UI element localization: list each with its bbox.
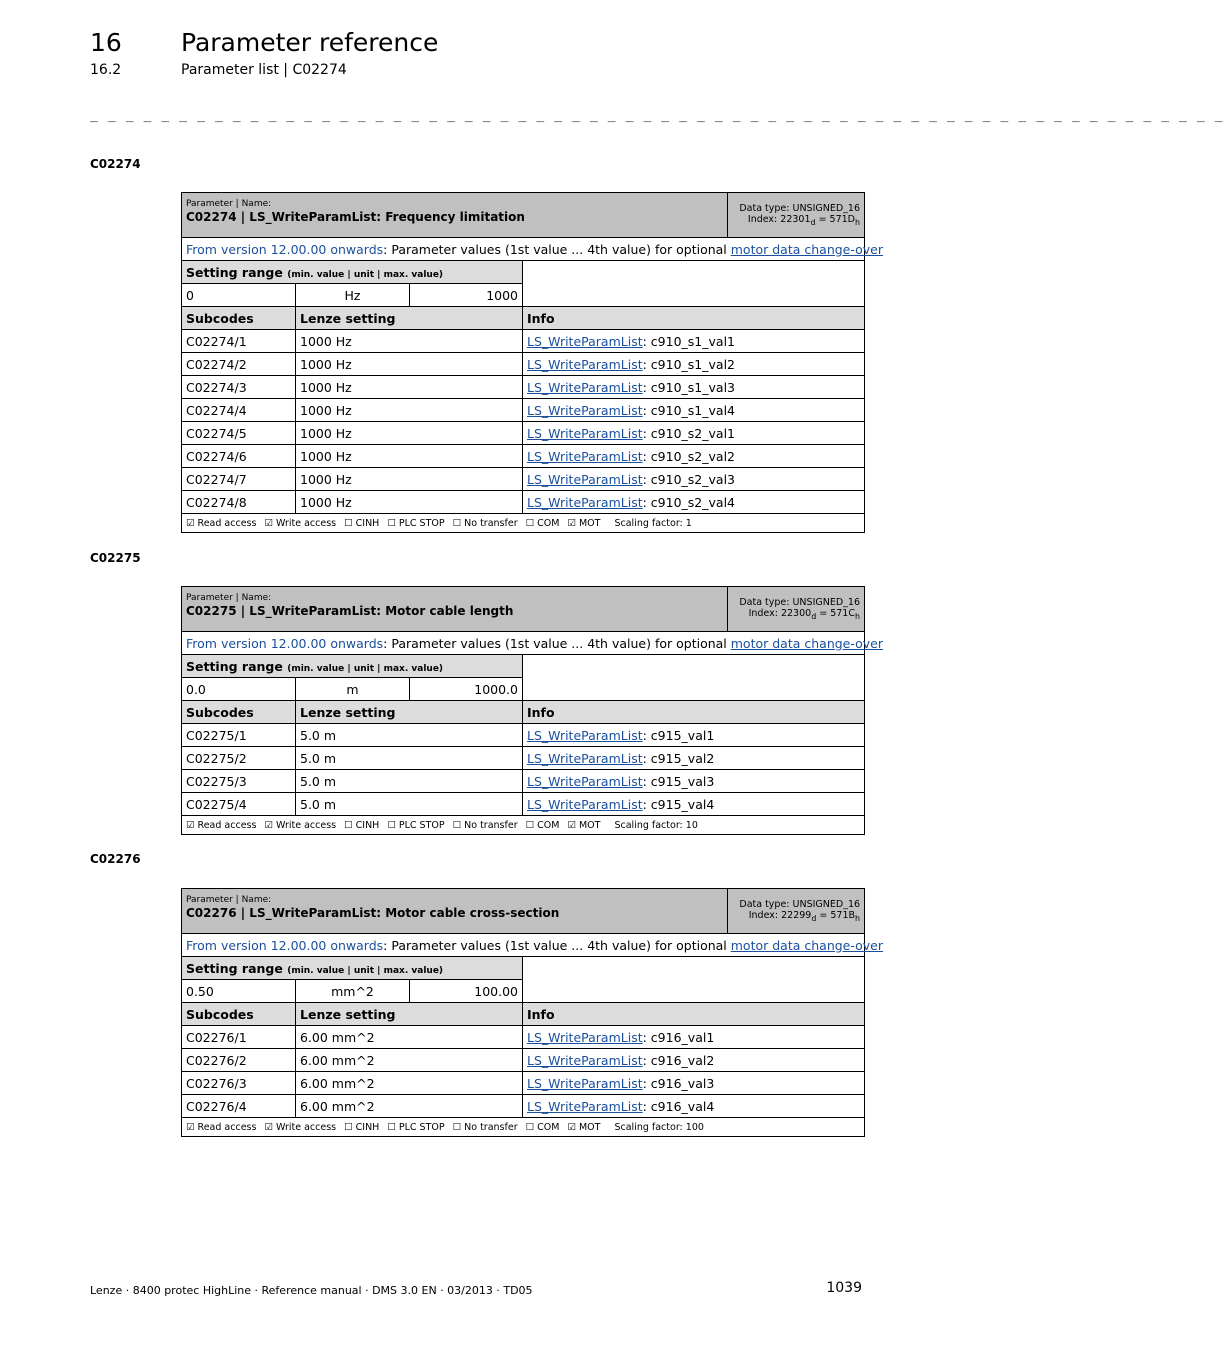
info-link[interactable]: LS_WriteParamList xyxy=(527,1098,643,1114)
version-text: : Parameter values (1st value ... 4th value) for optional xyxy=(383,241,731,257)
range-unit: Hz xyxy=(296,284,410,307)
info-link[interactable]: LS_WriteParamList xyxy=(527,402,643,418)
scaling-factor: Scaling factor: 10 xyxy=(614,819,698,831)
param-name-label: Parameter | Name: xyxy=(186,895,272,905)
version-text: : Parameter values (1st value ... 4th value) for optional xyxy=(383,937,731,953)
range-min: 0 xyxy=(182,284,296,307)
table-row xyxy=(182,422,865,445)
com-flag: ☐ COM xyxy=(525,517,560,529)
subcode: C02276/1 xyxy=(182,1026,296,1049)
info-text: : c910_s1_val3 xyxy=(642,379,735,395)
parameter-table xyxy=(181,888,883,1137)
empty-cell xyxy=(523,261,865,307)
info-text: : c916_val3 xyxy=(642,1075,715,1091)
info-link[interactable]: LS_WriteParamList xyxy=(527,1052,643,1068)
setting-range-header xyxy=(182,957,523,980)
parameter-index xyxy=(732,214,860,228)
info-cell xyxy=(523,353,865,376)
version-text: : Parameter values (1st value ... 4th value) for optional xyxy=(383,635,731,651)
read-access-flag: ☑ Read access xyxy=(186,1121,257,1133)
setting-range-note: (min. value | unit | max. value) xyxy=(287,965,444,976)
index-hex: = 571B xyxy=(816,909,856,921)
table-row xyxy=(182,1049,865,1072)
info-cell xyxy=(523,491,865,514)
parameter-index xyxy=(732,608,860,622)
info-text: : c915_val3 xyxy=(642,773,715,789)
info-header: Info xyxy=(523,307,865,330)
parameter-name: C02274 | LS_WriteParamList: Frequency limitation xyxy=(186,210,525,224)
setting-range-label: Setting range xyxy=(186,960,283,976)
lenze-setting: 6.00 mm^2 xyxy=(296,1026,523,1049)
info-link[interactable]: LS_WriteParamList xyxy=(527,356,643,372)
setting-range-note: (min. value | unit | max. value) xyxy=(287,269,444,280)
info-link[interactable]: LS_WriteParamList xyxy=(527,333,643,349)
info-text: : c910_s2_val1 xyxy=(642,425,735,441)
subcode: C02274/1 xyxy=(182,330,296,353)
version-link[interactable]: From version 12.00.00 onwards xyxy=(186,635,384,651)
table-row xyxy=(182,376,865,399)
table-row xyxy=(182,330,865,353)
info-text: : c916_val4 xyxy=(642,1098,715,1114)
lenze-setting: 6.00 mm^2 xyxy=(296,1095,523,1118)
table-row xyxy=(182,1072,865,1095)
index-sub-h: h xyxy=(855,913,861,923)
parameter-table xyxy=(181,586,883,835)
table-row xyxy=(182,445,865,468)
index-prefix: Index: 22300 xyxy=(748,607,812,619)
chapter-title: Parameter reference xyxy=(181,28,439,57)
plc-stop-flag: ☐ PLC STOP xyxy=(387,819,445,831)
no-transfer-flag: ☐ No transfer xyxy=(452,1121,518,1133)
info-cell xyxy=(523,793,865,816)
empty-cell xyxy=(523,655,865,701)
mot-flag: ☑ MOT xyxy=(567,517,601,529)
info-cell xyxy=(523,1095,865,1118)
subcode: C02275/2 xyxy=(182,747,296,770)
lenze-setting: 5.0 m xyxy=(296,724,523,747)
com-flag: ☐ COM xyxy=(525,1121,560,1133)
info-link[interactable]: LS_WriteParamList xyxy=(527,494,643,510)
table-row xyxy=(182,770,865,793)
lenze-setting: 1000 Hz xyxy=(296,445,523,468)
info-text: : c910_s2_val3 xyxy=(642,471,735,487)
lenze-setting: 5.0 m xyxy=(296,793,523,816)
info-cell xyxy=(523,770,865,793)
subcode: C02274/6 xyxy=(182,445,296,468)
setting-range-label: Setting range xyxy=(186,658,283,674)
access-flags xyxy=(182,816,865,835)
cinh-flag: ☐ CINH xyxy=(344,517,380,529)
data-type-cell xyxy=(728,193,865,238)
version-note xyxy=(182,238,883,261)
info-link[interactable]: LS_WriteParamList xyxy=(527,727,643,743)
info-link[interactable]: LS_WriteParamList xyxy=(527,471,643,487)
info-cell xyxy=(523,330,865,353)
footer-text: Lenze · 8400 protec HighLine · Reference manual · DMS 3.0 EN · 03/2013 · TD05 xyxy=(90,1284,533,1297)
info-cell xyxy=(523,724,865,747)
setting-range-header xyxy=(182,261,523,284)
version-note xyxy=(182,632,883,655)
scaling-factor: Scaling factor: 100 xyxy=(614,1121,704,1133)
info-link[interactable]: LS_WriteParamList xyxy=(527,425,643,441)
info-text: : c916_val1 xyxy=(642,1029,715,1045)
table-row xyxy=(182,468,865,491)
chapter-number: 16 xyxy=(90,28,122,57)
table-row xyxy=(182,491,865,514)
info-cell xyxy=(523,422,865,445)
lenze-setting: 1000 Hz xyxy=(296,468,523,491)
info-text: : c910_s1_val1 xyxy=(642,333,735,349)
mot-flag: ☑ MOT xyxy=(567,1121,601,1133)
parameter-name: C02275 | LS_WriteParamList: Motor cable length xyxy=(186,604,514,618)
com-flag: ☐ COM xyxy=(525,819,560,831)
lenze-setting: 1000 Hz xyxy=(296,399,523,422)
motor-data-link[interactable]: motor data change-over xyxy=(730,635,883,651)
data-type-cell xyxy=(728,889,865,934)
no-transfer-flag: ☐ No transfer xyxy=(452,517,518,529)
info-cell xyxy=(523,1072,865,1095)
info-text: : c915_val2 xyxy=(642,750,715,766)
subcode: C02274/8 xyxy=(182,491,296,514)
lenze-setting: 1000 Hz xyxy=(296,422,523,445)
parameter-header xyxy=(182,889,728,934)
lenze-setting: 5.0 m xyxy=(296,747,523,770)
info-text: : c910_s1_val4 xyxy=(642,402,735,418)
subcode: C02274/4 xyxy=(182,399,296,422)
info-cell xyxy=(523,376,865,399)
info-cell xyxy=(523,445,865,468)
write-access-flag: ☑ Write access xyxy=(264,517,337,529)
setting-range-header xyxy=(182,655,523,678)
section-title: Parameter list | C02274 xyxy=(181,62,347,78)
info-header: Info xyxy=(523,701,865,724)
access-flags xyxy=(182,514,865,533)
no-transfer-flag: ☐ No transfer xyxy=(452,819,518,831)
info-link[interactable]: LS_WriteParamList xyxy=(527,750,643,766)
parameter-label: C02275 xyxy=(90,551,141,565)
write-access-flag: ☑ Write access xyxy=(264,1121,337,1133)
cinh-flag: ☐ CINH xyxy=(344,819,380,831)
info-cell xyxy=(523,1049,865,1072)
table-row xyxy=(182,724,865,747)
index-prefix: Index: 22299 xyxy=(748,909,812,921)
index-sub-d: d xyxy=(811,913,817,923)
info-text: : c915_val4 xyxy=(642,796,715,812)
parameter-table xyxy=(181,192,883,533)
cinh-flag: ☐ CINH xyxy=(344,1121,380,1133)
info-link[interactable]: LS_WriteParamList xyxy=(527,773,643,789)
parameter-index xyxy=(732,910,860,924)
write-access-flag: ☑ Write access xyxy=(264,819,337,831)
parameter-header xyxy=(182,193,728,238)
header-divider: _ _ _ _ _ _ _ _ _ _ _ _ _ _ _ _ _ _ _ _ _ _ _ _ _ _ _ _ _ _ _ _ _ _ _ _ _ _ _ _ _ _ _ _ _ _ _ _ _ _ _ _ _ _ _ _ _ _ _ _ _ _ _ _ xyxy=(90,108,1224,123)
subcode: C02275/3 xyxy=(182,770,296,793)
info-link[interactable]: LS_WriteParamList xyxy=(527,379,643,395)
info-cell xyxy=(523,747,865,770)
lenze-setting: 6.00 mm^2 xyxy=(296,1072,523,1095)
index-hex: = 571C xyxy=(816,607,855,619)
range-max: 1000.0 xyxy=(410,678,523,701)
subcode: C02276/3 xyxy=(182,1072,296,1095)
info-link[interactable]: LS_WriteParamList xyxy=(527,796,643,812)
index-sub-h: h xyxy=(854,611,860,621)
table-row xyxy=(182,747,865,770)
lenze-setting: 1000 Hz xyxy=(296,353,523,376)
range-min: 0.0 xyxy=(182,678,296,701)
index-prefix: Index: 22301 xyxy=(747,213,811,225)
subcode: C02276/4 xyxy=(182,1095,296,1118)
lenze-setting: 1000 Hz xyxy=(296,491,523,514)
subcode: C02274/2 xyxy=(182,353,296,376)
range-unit: mm^2 xyxy=(296,980,410,1003)
info-text: : c910_s2_val2 xyxy=(642,448,735,464)
info-text: : c910_s1_val2 xyxy=(642,356,735,372)
info-link[interactable]: LS_WriteParamList xyxy=(527,1075,643,1091)
parameter-name: C02276 | LS_WriteParamList: Motor cable cross-section xyxy=(186,906,560,920)
parameter-header xyxy=(182,587,728,632)
version-link[interactable]: From version 12.00.00 onwards xyxy=(186,937,384,953)
subcode: C02275/4 xyxy=(182,793,296,816)
index-hex: = 571D xyxy=(815,213,855,225)
page-number: 1039 xyxy=(826,1280,862,1296)
range-unit: m xyxy=(296,678,410,701)
lenze-setting: 5.0 m xyxy=(296,770,523,793)
motor-data-link[interactable]: motor data change-over xyxy=(730,937,883,953)
parameter-label: C02276 xyxy=(90,852,141,866)
section-number: 16.2 xyxy=(90,62,122,78)
setting-range-label: Setting range xyxy=(186,264,283,280)
subcodes-header: Subcodes xyxy=(182,307,296,330)
lenze-setting-header: Lenze setting xyxy=(296,307,523,330)
subcode: C02274/7 xyxy=(182,468,296,491)
version-note xyxy=(182,934,883,957)
info-link[interactable]: LS_WriteParamList xyxy=(527,448,643,464)
subcode: C02275/1 xyxy=(182,724,296,747)
data-type: Data type: UNSIGNED_16 xyxy=(739,596,860,608)
lenze-setting-header: Lenze setting xyxy=(296,1003,523,1026)
range-max: 1000 xyxy=(410,284,523,307)
info-cell xyxy=(523,399,865,422)
range-max: 100.00 xyxy=(410,980,523,1003)
index-sub-h: h xyxy=(855,217,861,227)
scaling-factor: Scaling factor: 1 xyxy=(614,517,692,529)
lenze-setting: 6.00 mm^2 xyxy=(296,1049,523,1072)
parameter-label: C02274 xyxy=(90,157,141,171)
empty-cell xyxy=(523,957,865,1003)
subcode: C02274/5 xyxy=(182,422,296,445)
plc-stop-flag: ☐ PLC STOP xyxy=(387,517,445,529)
param-name-label: Parameter | Name: xyxy=(186,593,272,603)
version-link[interactable]: From version 12.00.00 onwards xyxy=(186,241,384,257)
read-access-flag: ☑ Read access xyxy=(186,819,257,831)
param-name-label: Parameter | Name: xyxy=(186,199,272,209)
range-min: 0.50 xyxy=(182,980,296,1003)
table-row xyxy=(182,1026,865,1049)
table-row xyxy=(182,1095,865,1118)
lenze-setting-header: Lenze setting xyxy=(296,701,523,724)
subcode: C02276/2 xyxy=(182,1049,296,1072)
subcodes-header: Subcodes xyxy=(182,1003,296,1026)
index-sub-d: d xyxy=(811,611,817,621)
data-type: Data type: UNSIGNED_16 xyxy=(739,898,861,910)
data-type: Data type: UNSIGNED_16 xyxy=(739,202,861,214)
table-row xyxy=(182,793,865,816)
lenze-setting: 1000 Hz xyxy=(296,330,523,353)
info-cell xyxy=(523,468,865,491)
data-type-cell xyxy=(728,587,865,632)
plc-stop-flag: ☐ PLC STOP xyxy=(387,1121,445,1133)
index-sub-d: d xyxy=(810,217,816,227)
table-row xyxy=(182,399,865,422)
table-row xyxy=(182,353,865,376)
info-cell xyxy=(523,1026,865,1049)
subcodes-header: Subcodes xyxy=(182,701,296,724)
info-text: : c916_val2 xyxy=(642,1052,715,1068)
access-flags xyxy=(182,1118,865,1137)
read-access-flag: ☑ Read access xyxy=(186,517,257,529)
lenze-setting: 1000 Hz xyxy=(296,376,523,399)
mot-flag: ☑ MOT xyxy=(567,819,601,831)
subcode: C02274/3 xyxy=(182,376,296,399)
info-header: Info xyxy=(523,1003,865,1026)
motor-data-link[interactable]: motor data change-over xyxy=(730,241,883,257)
info-text: : c915_val1 xyxy=(642,727,715,743)
setting-range-note: (min. value | unit | max. value) xyxy=(287,663,444,674)
info-link[interactable]: LS_WriteParamList xyxy=(527,1029,643,1045)
info-text: : c910_s2_val4 xyxy=(642,494,735,510)
